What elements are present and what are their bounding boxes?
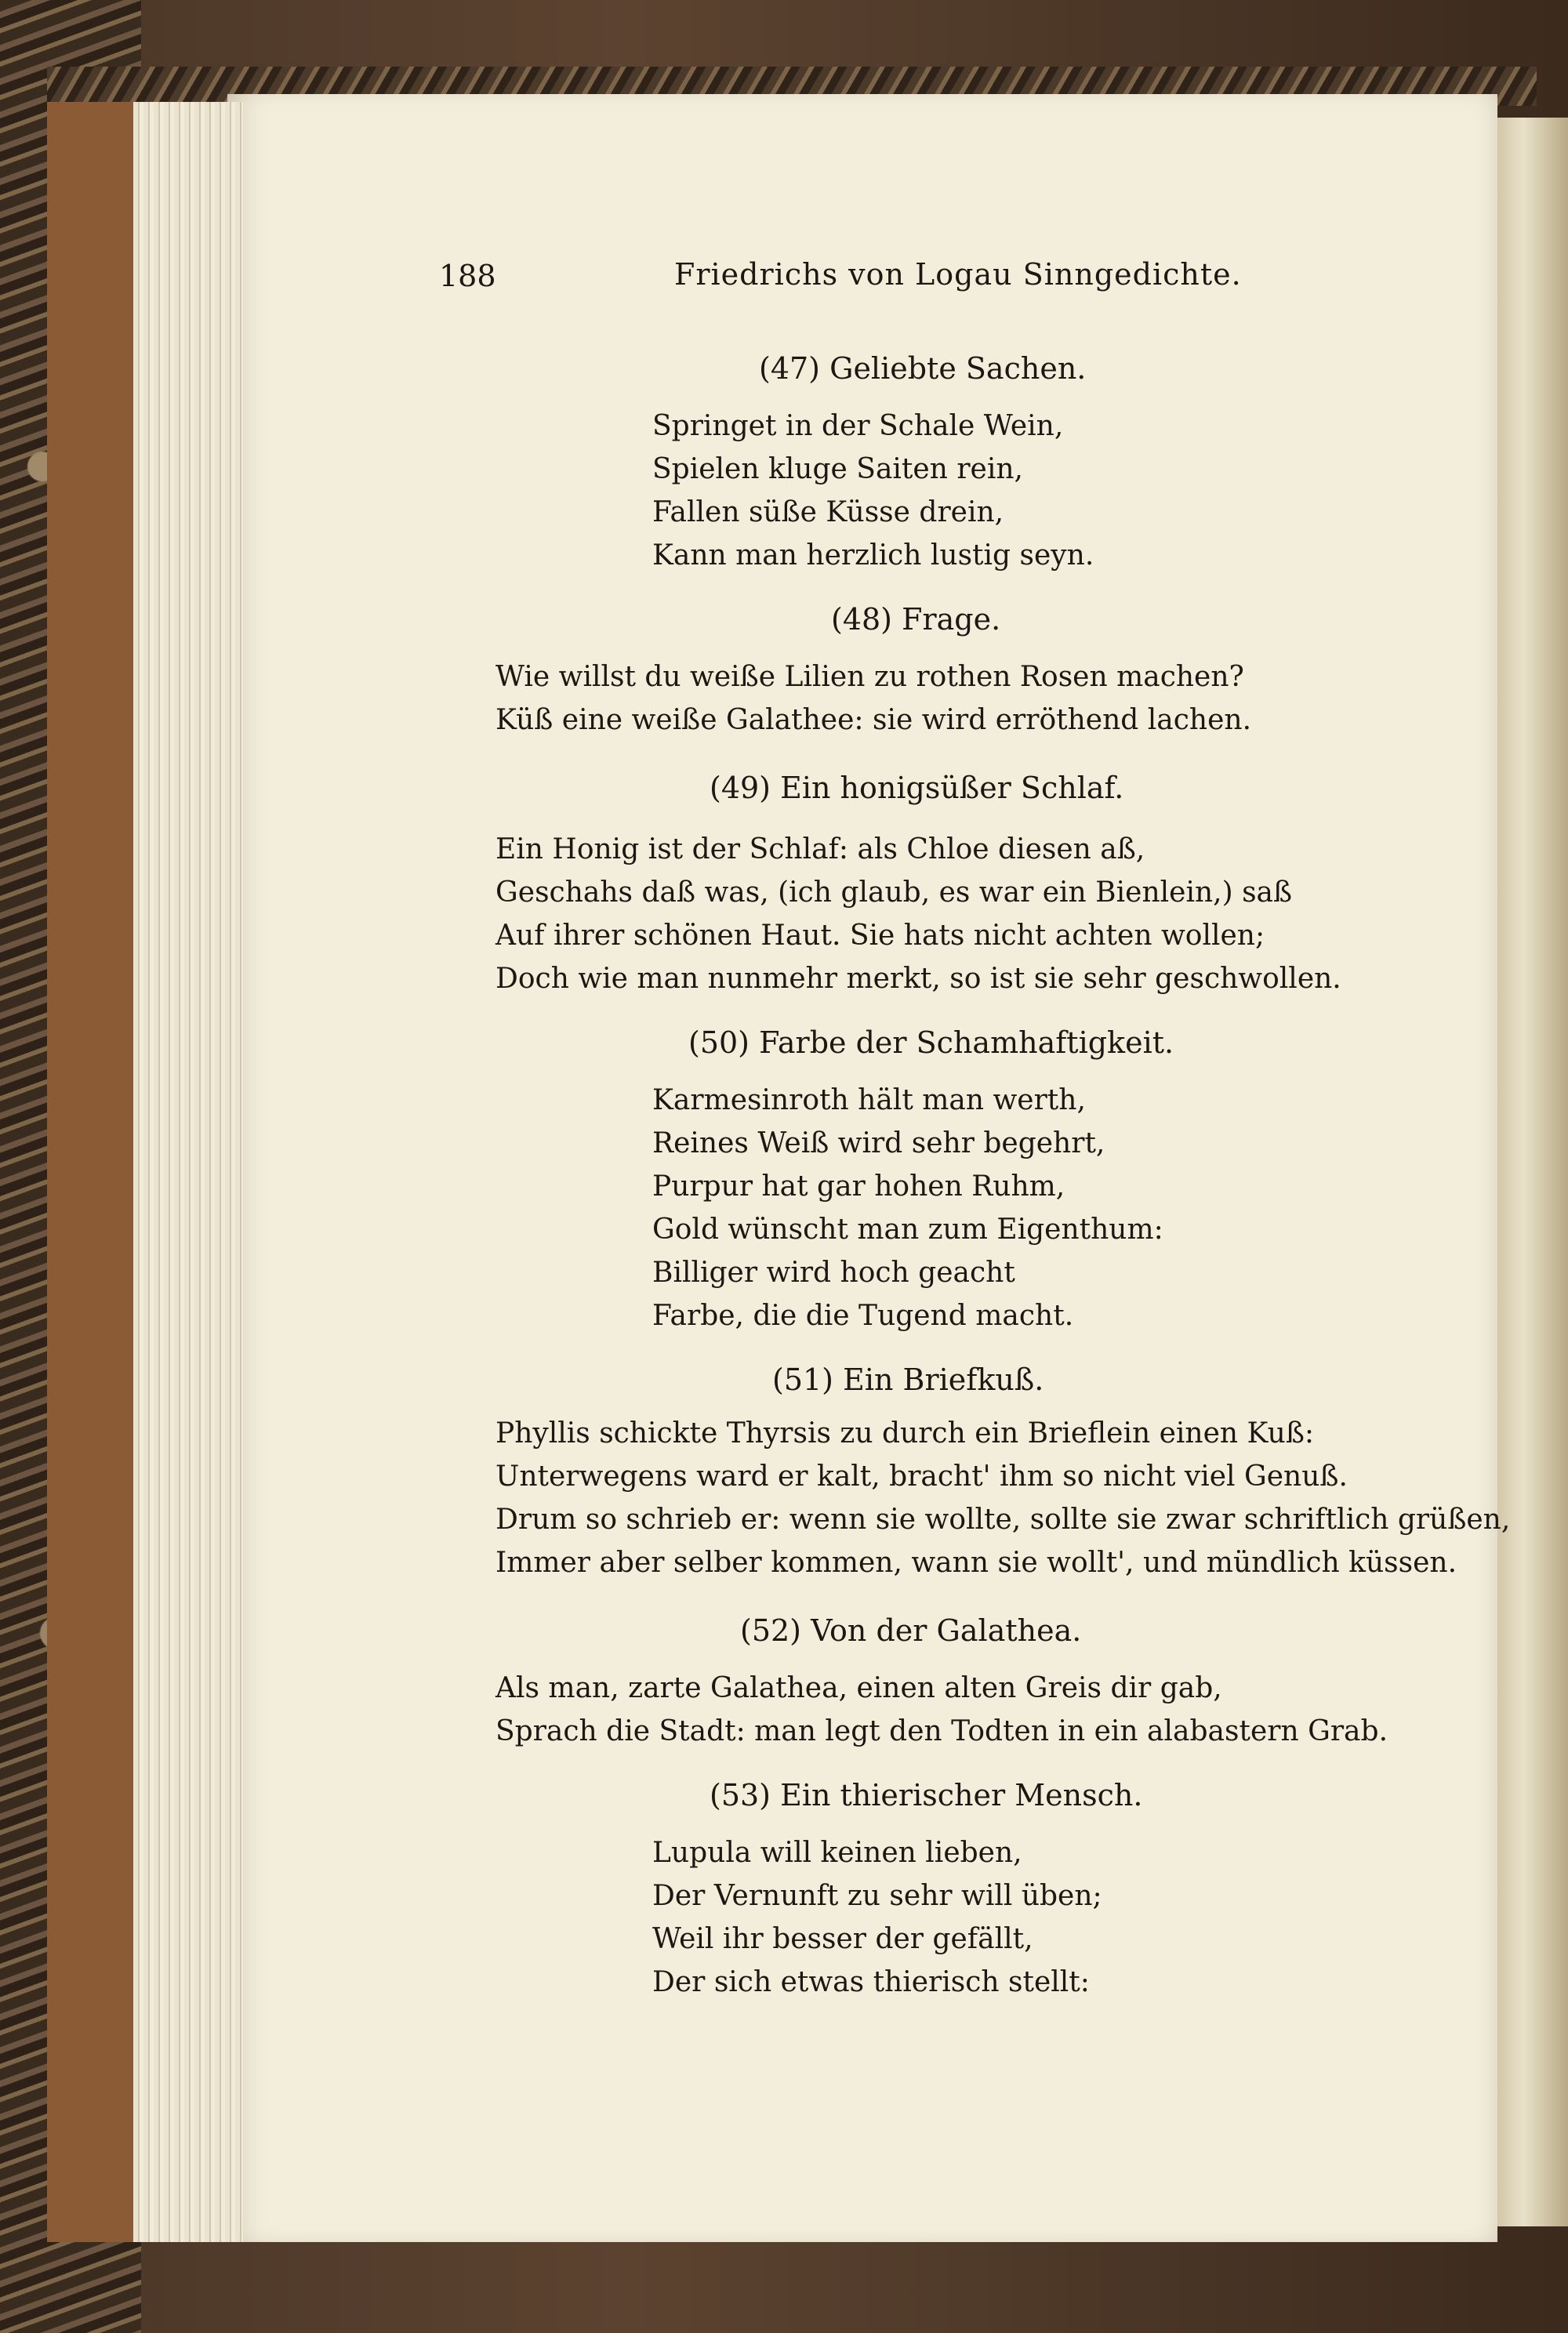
page-number: 188 (439, 259, 496, 293)
poem-line: Kann man herzlich lustig seyn. (652, 539, 1094, 571)
page-stack (133, 102, 243, 2242)
poem-line: Fallen süße Küsse drein, (652, 496, 1004, 528)
poem-heading: (48) Frage. (831, 602, 1001, 637)
poem-line: Küß eine weiße Galathee: sie wird erröthend lachen. (495, 704, 1252, 736)
poem-line: Der Vernunft zu sehr will üben; (652, 1880, 1102, 1912)
poem-line: Purpur hat gar hohen Ruhm, (652, 1170, 1065, 1203)
poem-line: Springet in der Schale Wein, (652, 410, 1064, 442)
poem-line: Lupula will keinen lieben, (652, 1837, 1022, 1869)
poem-line: Phyllis schickte Thyrsis zu durch ein Brieflein einen Kuß: (495, 1417, 1314, 1450)
poem-line: Doch wie man nunmehr merkt, so ist sie sehr geschwollen. (495, 963, 1341, 995)
facing-page-edge (1494, 118, 1568, 2226)
poem-line: Gold wünscht man zum Eigenthum: (652, 1214, 1163, 1246)
poem-line: Der sich etwas thierisch stellt: (652, 1966, 1090, 1998)
poem-line: Auf ihrer schönen Haut. Sie hats nicht achten wollen; (495, 920, 1265, 952)
poem-line: Als man, zarte Galathea, einen alten Greis dir gab, (495, 1672, 1222, 1704)
poem-line: Spielen kluge Saiten rein, (652, 453, 1023, 485)
running-title: Friedrichs von Logau Sinngedichte. (674, 257, 1242, 292)
poem-line: Reines Weiß wird sehr begehrt, (652, 1127, 1105, 1159)
poem-line: Wie willst du weiße Lilien zu rothen Rosen machen? (495, 661, 1244, 693)
poem-line: Drum so schrieb er: wenn sie wollte, sollte sie zwar schriftlich grüßen, (495, 1504, 1511, 1536)
poem-line: Farbe, die die Tugend macht. (652, 1300, 1074, 1332)
poem-heading: (53) Ein thierischer Mensch. (710, 1778, 1143, 1812)
poem-line: Weil ihr besser der gefällt, (652, 1923, 1033, 1955)
poem-heading: (47) Geliebte Sachen. (759, 351, 1087, 386)
poem-heading: (51) Ein Briefkuß. (772, 1362, 1044, 1397)
poem-heading: (50) Farbe der Schamhaftigkeit. (688, 1025, 1174, 1060)
poem-line: Karmesinroth hält man werth, (652, 1084, 1086, 1116)
poem-line: Geschahs daß was, (ich glaub, es war ein Bienlein,) saß (495, 876, 1293, 909)
poem-line: Ein Honig ist der Schlaf: als Chloe diesen aß, (495, 833, 1145, 865)
poem-heading: (52) Von der Galathea. (740, 1613, 1082, 1648)
poem-heading: (49) Ein honigsüßer Schlaf. (710, 771, 1124, 805)
poem-line: Immer aber selber kommen, wann sie wollt', und mündlich küssen. (495, 1547, 1457, 1579)
poem-line: Unterwegens ward er kalt, bracht' ihm so nicht viel Genuß. (495, 1460, 1348, 1493)
leather-spine-edge (47, 102, 133, 2242)
poem-line: Sprach die Stadt: man legt den Todten in ein alabastern Grab. (495, 1715, 1388, 1747)
poem-line: Billiger wird hoch geacht (652, 1257, 1015, 1289)
